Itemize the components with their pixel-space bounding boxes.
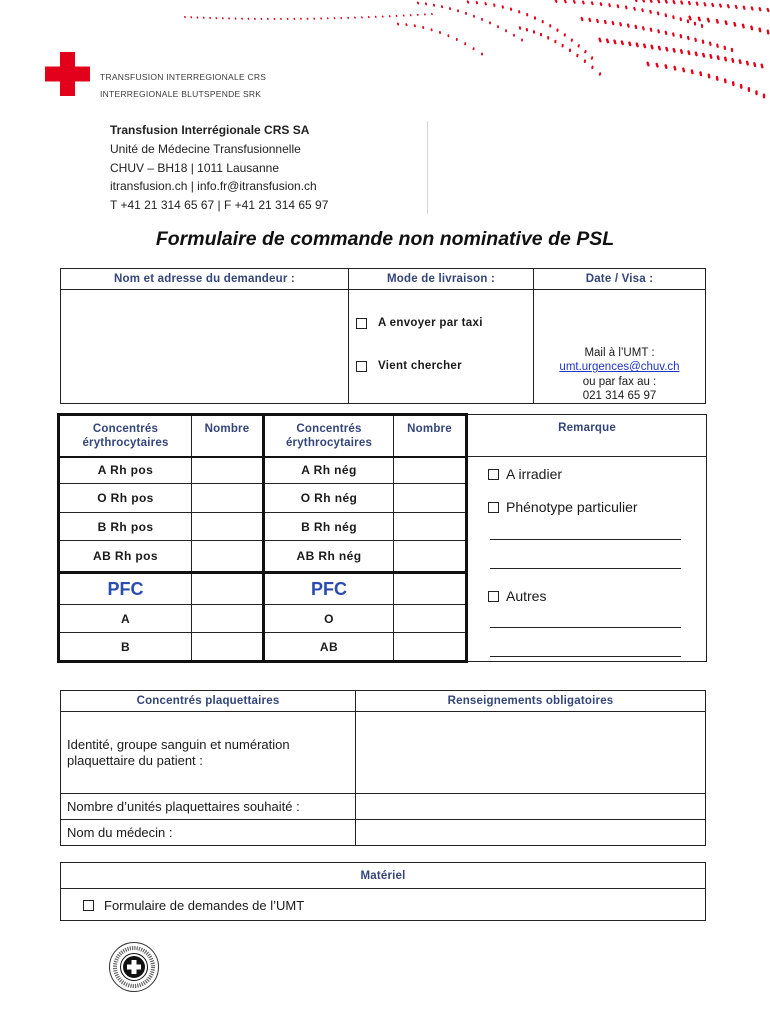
decorative-dash — [664, 30, 667, 35]
decorative-dash — [763, 93, 765, 98]
decorative-dash — [680, 0, 684, 5]
decorative-dash — [430, 28, 432, 31]
quantity-cell[interactable] — [192, 541, 264, 573]
decorative-dash — [534, 16, 536, 19]
decorative-dash — [760, 63, 764, 68]
decorative-dash — [414, 24, 417, 27]
decorative-dash — [493, 3, 496, 7]
decorative-dash — [293, 18, 295, 21]
decorative-dash — [533, 30, 535, 34]
decorative-dash — [635, 42, 639, 47]
quantity-cell[interactable] — [192, 605, 264, 633]
decorative-dash — [584, 59, 587, 63]
organization-name — [100, 69, 266, 103]
decorative-dash — [473, 15, 475, 18]
decorative-dash — [361, 16, 363, 19]
decorative-dash — [753, 62, 757, 67]
decorative-dash — [608, 3, 611, 7]
pickup-option-label: Vient chercher — [378, 360, 462, 372]
decorative-dash — [222, 17, 224, 20]
material-table — [60, 862, 706, 921]
decorative-dash — [417, 13, 419, 16]
decorative-dash — [642, 26, 645, 31]
decorative-dash — [641, 8, 644, 12]
blood-type-label: AB Rh nég — [264, 541, 394, 573]
decorative-dash — [606, 38, 610, 43]
organization-name-fr: TRANSFUSION INTERREGIONALE CRS — [100, 72, 267, 82]
decorative-dash — [691, 69, 694, 74]
decorative-dash — [731, 48, 734, 53]
physician-name-field[interactable] — [356, 820, 706, 846]
decorative-dash — [699, 71, 702, 76]
decorative-dash — [738, 59, 742, 64]
decorative-dash — [657, 29, 660, 34]
irradiate-label: A irradier — [506, 466, 563, 482]
pickup-checkbox[interactable] — [356, 361, 367, 372]
fax-label: ou par fax au : — [582, 375, 657, 388]
decorative-dash — [758, 27, 761, 32]
decorative-dash — [748, 87, 751, 92]
decorative-dash — [702, 52, 706, 57]
physician-name-label: Nom du médecin : — [61, 820, 356, 846]
column-header-count-right: Nombre — [394, 415, 467, 457]
decorative-dash — [234, 17, 236, 20]
decorative-dash — [215, 17, 217, 20]
decorative-dash — [673, 65, 677, 70]
decorative-dash — [457, 9, 459, 12]
decorative-dash — [750, 25, 753, 30]
decorative-dash — [694, 21, 697, 25]
decorative-dash — [375, 16, 377, 19]
decorative-dash — [403, 14, 405, 17]
material-option-umt-form[interactable] — [83, 897, 304, 913]
irradiate-checkbox[interactable] — [488, 469, 499, 480]
blood-type-label: B Rh pos — [59, 513, 192, 541]
decorative-dash — [719, 3, 723, 8]
organization-name-de: INTERREGIONALE BLUTSPENDE SRK — [100, 89, 262, 99]
quantity-cell[interactable] — [394, 484, 467, 513]
decorative-dash — [273, 18, 275, 21]
pfc-group-label: O — [264, 605, 394, 633]
decorative-dash — [439, 31, 441, 34]
decorative-dash — [619, 22, 622, 27]
quantity-cell[interactable] — [394, 541, 467, 573]
decorative-dash — [320, 17, 322, 20]
decorative-dash — [634, 24, 637, 29]
blood-type-label: B Rh nég — [264, 513, 394, 541]
decorative-dash — [680, 49, 684, 54]
decorative-dash — [497, 25, 499, 28]
patient-info-label: Identité, groupe sanguin et numération plaquettaire du patient : — [61, 712, 356, 794]
patient-info-field[interactable] — [356, 712, 706, 794]
blood-type-label: A Rh pos — [59, 457, 192, 484]
decorative-dash — [695, 1, 699, 6]
decorative-dash — [209, 17, 211, 20]
umt-contact-info — [534, 346, 705, 403]
decorative-dash — [694, 51, 698, 56]
decorative-dash — [707, 73, 710, 78]
decorative-dash — [649, 0, 653, 3]
decorative-dash — [709, 54, 713, 59]
material-options-cell — [61, 889, 706, 921]
decorative-dash — [716, 55, 720, 60]
decorative-dash — [518, 10, 520, 14]
decorative-dash — [664, 0, 668, 4]
decorative-dash — [711, 2, 715, 7]
address-location: CHUV – BH18 | 1011 Lausanne — [110, 160, 280, 175]
decorative-dash — [449, 7, 451, 10]
decorative-dash — [549, 24, 551, 28]
fill-in-line[interactable] — [490, 627, 681, 628]
decorative-dash — [584, 50, 587, 54]
decorative-dash — [425, 2, 428, 5]
mail-label: Mail à l’UMT : — [584, 347, 655, 359]
decorative-dash — [724, 20, 728, 25]
decorative-dash — [466, 0, 469, 4]
decorative-dash — [241, 17, 243, 20]
decorative-dash — [658, 45, 662, 50]
taxi-option-label: A envoyer par taxi — [378, 317, 483, 329]
decorative-dash — [625, 5, 628, 9]
decorative-dash — [254, 18, 256, 21]
decorative-dash — [526, 13, 528, 17]
decorative-dash — [723, 45, 726, 50]
decorative-dash — [286, 18, 288, 21]
decorative-dash — [433, 4, 436, 7]
umt-form-label: Formulaire de demandes de l’UMT — [104, 897, 305, 913]
decorative-dash — [613, 39, 617, 44]
decorative-dash — [505, 29, 507, 32]
decorative-dash — [447, 34, 449, 37]
pfc-section-label: PFC — [59, 573, 192, 605]
phenotype-label: Phénotype particulier — [506, 499, 638, 515]
delivery-mode-cell — [349, 290, 534, 404]
decorative-dash — [513, 34, 515, 37]
decorative-dash — [634, 0, 638, 2]
decorative-dash — [766, 8, 770, 13]
decorative-dash — [590, 56, 593, 60]
decorative-dash — [441, 5, 443, 8]
pfc-group-label: A — [59, 605, 192, 633]
decorative-dash — [489, 21, 491, 24]
accreditation-seal-icon — [108, 941, 160, 993]
decorative-dash — [620, 40, 624, 45]
decorative-dash — [561, 44, 563, 48]
decorative-dash — [203, 16, 205, 19]
decorative-dash — [694, 37, 697, 42]
fill-in-line[interactable] — [490, 539, 681, 540]
decorative-dash — [599, 72, 602, 76]
remark-option-other[interactable] — [488, 588, 546, 604]
blood-type-label: O Rh nég — [264, 484, 394, 513]
decorative-dash — [577, 44, 580, 48]
decorative-dash — [580, 17, 583, 22]
decorative-dash — [709, 41, 712, 46]
decorative-dash — [701, 24, 703, 28]
decorative-dash — [280, 18, 282, 21]
decorative-dash — [716, 76, 719, 81]
decorative-dash — [724, 56, 728, 61]
decorative-dash — [395, 15, 397, 18]
decorative-dash — [519, 26, 522, 30]
decorative-dash — [564, 33, 567, 37]
decorative-dash — [611, 21, 614, 26]
decorative-dash — [657, 0, 661, 4]
decorative-dash — [526, 28, 529, 32]
column-header-erythrocytes-left: Concentrés érythrocytaires — [59, 415, 192, 457]
phenotype-checkbox[interactable] — [488, 502, 499, 513]
decorative-dash — [260, 18, 262, 21]
decorative-dash — [628, 41, 632, 46]
page-title: Formulaire de commande non nominative de PSL — [155, 228, 615, 250]
decorative-dash — [734, 4, 738, 9]
umt-email-link[interactable]: umt.urgences@chuv.ch — [559, 361, 680, 374]
remark-option-irradiate[interactable] — [488, 466, 562, 482]
decorative-dash — [576, 54, 579, 58]
decorative-dash — [556, 28, 558, 32]
remarks-cell — [467, 457, 707, 662]
column-header-required-info: Renseignements obligatoires — [356, 691, 706, 712]
column-header-erythrocytes-right: Concentrés érythrocytaires — [264, 415, 394, 457]
address-phone-fax: T +41 21 314 65 67 | F +41 21 314 65 97 — [110, 198, 329, 213]
column-header-platelets: Concentrés plaquettaires — [61, 691, 356, 712]
decorative-dash — [554, 40, 556, 44]
pfc-header-blank — [192, 573, 264, 605]
decorative-dash — [564, 0, 567, 4]
decorative-dash — [228, 17, 230, 20]
column-header-material: Matériel — [61, 863, 706, 889]
decorative-dash — [267, 18, 269, 21]
decorative-dash — [464, 42, 466, 45]
decorative-dash — [732, 81, 735, 86]
fill-in-line[interactable] — [490, 568, 681, 569]
pfc-header-blank — [394, 573, 467, 605]
fill-in-line[interactable] — [490, 656, 681, 657]
decorative-dash — [596, 18, 599, 23]
decorative-dash — [354, 16, 356, 19]
decorative-dash — [750, 6, 754, 11]
decorative-dash — [758, 7, 762, 12]
decorative-dash — [588, 17, 591, 22]
blood-type-label: AB Rh pos — [59, 541, 192, 573]
pfc-group-label: AB — [264, 633, 394, 662]
decorative-dash — [306, 17, 308, 20]
decorative-dash — [417, 1, 420, 4]
quantity-cell[interactable] — [394, 633, 467, 662]
decorative-dash — [655, 62, 659, 67]
decorative-dash — [731, 58, 735, 63]
decorative-dash — [672, 32, 675, 37]
decorative-dash — [313, 17, 315, 20]
column-header-count-left: Nombre — [192, 415, 264, 457]
address-unit: Unité de Médecine Transfusionnelle — [110, 141, 301, 156]
decorative-dash — [247, 17, 249, 20]
decorative-dash — [484, 2, 487, 6]
decorative-dash — [327, 17, 329, 20]
decorative-dash — [646, 61, 650, 66]
platelets-table — [60, 690, 706, 846]
taxi-checkbox[interactable] — [356, 318, 367, 329]
decorative-dash — [388, 15, 390, 18]
order-table — [57, 413, 707, 663]
decorative-dash — [687, 36, 690, 41]
decorative-dash — [697, 16, 701, 22]
decorative-dash — [766, 29, 769, 34]
decorative-dash — [687, 50, 691, 55]
pfc-section-label: PFC — [264, 573, 394, 605]
decorative-dash — [604, 20, 607, 25]
decorative-dash — [703, 2, 707, 7]
decorative-dash — [409, 14, 411, 17]
decorative-dash — [521, 38, 523, 41]
decorative-dash — [465, 12, 467, 15]
decorative-dash — [184, 16, 186, 19]
decorative-dash — [582, 0, 585, 4]
decorative-dash — [627, 23, 630, 28]
decorative-dash — [573, 0, 576, 4]
quantity-cell[interactable] — [394, 457, 467, 484]
address-organization: Transfusion Interrégionale CRS SA — [110, 123, 310, 137]
decorative-dash — [715, 19, 719, 24]
decorative-dash — [672, 15, 675, 19]
decorative-dash — [665, 46, 669, 51]
decorative-dash — [397, 22, 400, 25]
quantity-cell[interactable] — [394, 513, 467, 541]
decorative-dash — [510, 7, 513, 11]
decorative-dash — [649, 27, 652, 32]
decorative-dash — [664, 64, 668, 69]
decorative-dash — [724, 78, 727, 83]
decorative-dash — [742, 5, 746, 10]
decorative-dash — [333, 17, 335, 20]
units-requested-label: Nombre d’unités plaquettaires souhaité : — [61, 794, 356, 820]
other-label: Autres — [506, 588, 547, 604]
column-header-remarks: Remarque — [467, 415, 707, 457]
decorative-dash — [591, 1, 594, 5]
decorative-dash — [649, 10, 652, 14]
decorative-dash — [650, 44, 654, 49]
decorative-dash — [688, 1, 692, 6]
decorative-dash — [716, 43, 719, 48]
decorative-dash — [547, 36, 549, 40]
column-header-date-visa: Date / Visa : — [534, 269, 706, 290]
delivery-option-pickup[interactable] — [356, 358, 462, 374]
delivery-option-taxi[interactable] — [356, 315, 483, 331]
address-web-email: itransfusion.ch | info.fr@itransfusion.ch — [110, 179, 317, 194]
fax-number: 021 314 65 97 — [582, 389, 657, 402]
decorative-dash — [405, 23, 408, 26]
decorative-dash — [570, 38, 573, 42]
decorative-dash — [657, 11, 660, 15]
decorative-dash — [368, 16, 370, 19]
decorative-dash — [473, 47, 475, 50]
blood-type-label: A Rh nég — [264, 457, 394, 484]
decorative-dash — [347, 17, 349, 20]
decorative-dash — [664, 13, 667, 17]
decorative-dash — [598, 37, 602, 42]
decorative-dash — [733, 22, 737, 27]
decorative-dash — [431, 13, 433, 16]
decorative-dash — [755, 90, 758, 95]
decorative-dash — [633, 7, 636, 11]
decorative-dash — [475, 1, 478, 5]
quantity-cell[interactable] — [192, 457, 264, 484]
decorative-dash — [672, 0, 676, 5]
quantity-cell[interactable] — [394, 605, 467, 633]
pfc-group-label: B — [59, 633, 192, 662]
quantity-cell[interactable] — [192, 513, 264, 541]
decorative-dash — [424, 13, 426, 16]
decorative-dash — [569, 48, 572, 52]
decorative-dash — [682, 67, 685, 72]
decorative-dash — [746, 60, 750, 65]
units-requested-field[interactable] — [356, 794, 706, 820]
decorative-dash — [599, 2, 602, 6]
requester-name-address-field[interactable] — [61, 290, 349, 404]
decorative-dash — [591, 65, 594, 69]
sender-address-block — [110, 121, 428, 214]
column-header-delivery-mode: Mode de livraison : — [349, 269, 534, 290]
remark-option-phenotype[interactable] — [488, 499, 638, 515]
decorative-dash — [422, 26, 424, 29]
other-checkbox[interactable] — [488, 591, 499, 602]
decorative-dash — [481, 18, 483, 21]
umt-form-checkbox[interactable] — [83, 900, 94, 911]
decorative-dash — [190, 16, 192, 19]
requester-table — [60, 268, 706, 404]
quantity-cell[interactable] — [192, 633, 264, 662]
decorative-dash — [300, 17, 302, 20]
decorative-dash — [679, 17, 682, 21]
decorative-dash — [340, 17, 342, 20]
decorative-dash — [542, 20, 544, 23]
decorative-dash — [196, 16, 198, 19]
decorative-dash — [742, 23, 745, 28]
decorative-dash — [679, 34, 682, 39]
decorative-dash — [501, 5, 504, 9]
quantity-cell[interactable] — [192, 484, 264, 513]
decorative-dash — [672, 48, 676, 53]
date-visa-field[interactable] — [534, 290, 706, 404]
red-cross-icon — [45, 52, 90, 96]
decorative-dash — [540, 33, 542, 37]
decorative-dash — [727, 4, 731, 9]
decorative-dash — [740, 84, 743, 89]
blood-type-label: O Rh pos — [59, 484, 192, 513]
decorative-dash — [707, 17, 711, 22]
decorative-dash — [642, 0, 646, 3]
decorative-dash — [481, 52, 483, 55]
decorative-dash — [702, 39, 705, 44]
decorative-dash — [616, 4, 619, 8]
column-header-requester: Nom et adresse du demandeur : — [61, 269, 349, 290]
decorative-dash — [687, 19, 690, 23]
decorative-dash — [554, 0, 557, 3]
decorative-dash — [643, 43, 647, 48]
decorative-dash — [456, 38, 458, 41]
decorative-dash — [382, 15, 384, 18]
